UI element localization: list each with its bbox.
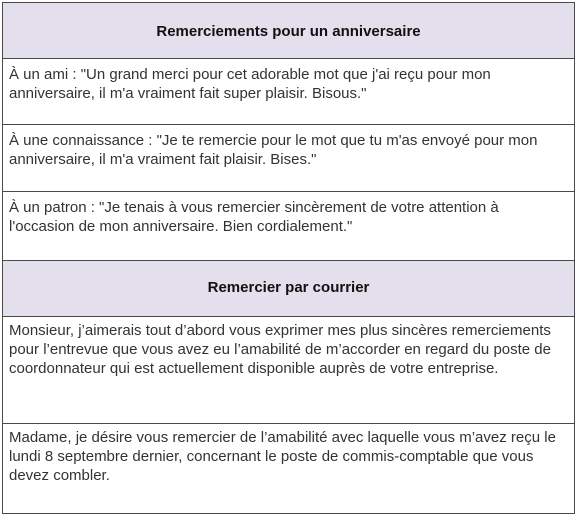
row-text: Madame, je désire vous remercier de l’amabilité avec laquelle vous m’avez reçu le lundi 8 septembre dernier, concernant le poste de commis-comptable que vous devez combler. [9, 429, 556, 484]
table-row [3, 59, 574, 125]
table-row [3, 317, 574, 424]
row-text: Monsieur, j’aimerais tout d’abord vous exprimer mes plus sincères remerciements pour l’entrevue que vous avez eu l’amabilité de m’accorder en regard du poste de coordonnateur qui est actuellement disponible auprès de votre entreprise. [9, 322, 551, 377]
row-text: À une connaissance : "Je te remercie pour le mot que tu m'as envoyé pour mon anniversaire, il m'a vraiment fait plaisir. Bises." [9, 132, 538, 168]
row-text: À un ami : "Un grand merci pour cet adorable mot que j'ai reçu pour mon anniversaire, il m'a vraiment fait super plaisir. Bisous." [9, 66, 491, 102]
table-row [3, 424, 574, 514]
row-text: À un patron : "Je tenais à vous remercier sincèrement de votre attention à l'occasion de mon anniversaire. Bien cordialement." [9, 199, 499, 235]
document-table [2, 2, 575, 514]
section-title: Remercier par courrier [207, 279, 370, 296]
section-header [3, 261, 574, 317]
table-row [3, 192, 574, 261]
section-title: Remerciements pour un anniversaire [156, 23, 421, 40]
section-header [3, 3, 574, 59]
table-row [3, 125, 574, 192]
